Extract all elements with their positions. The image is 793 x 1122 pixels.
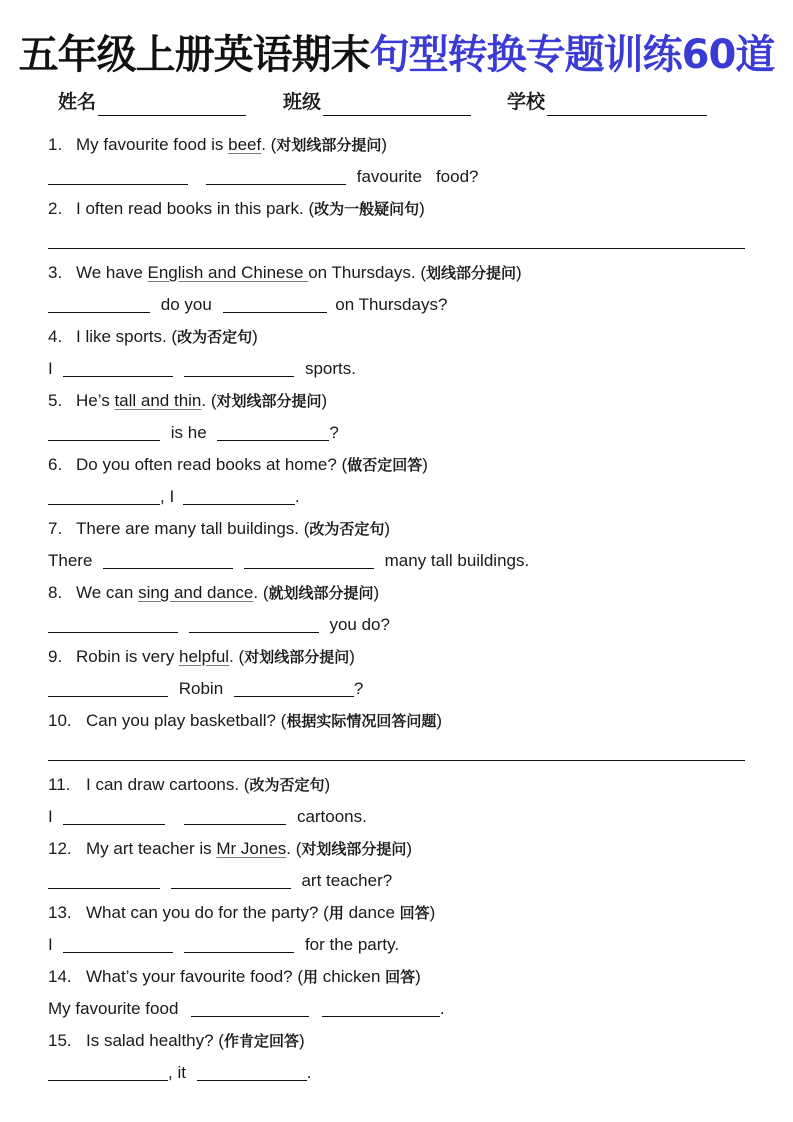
answer-blank[interactable]	[191, 999, 309, 1017]
question-4	[48, 326, 258, 348]
close-paren: )	[324, 775, 331, 794]
question-number: 12.	[48, 839, 72, 858]
answer-5	[48, 422, 339, 444]
answer-text: food?	[435, 167, 479, 186]
instruction-hint: 改为否定句	[177, 328, 253, 346]
answer-blank[interactable]	[103, 551, 233, 569]
answer-8	[48, 614, 390, 636]
answer-text: on Thursdays?	[335, 295, 448, 314]
close-paren: )	[321, 391, 328, 410]
question-number: 3.	[48, 263, 63, 282]
question-text: Is salad healthy? (	[86, 1031, 224, 1050]
answer-text: is he	[170, 423, 207, 442]
question-number: 14.	[48, 967, 72, 986]
school-input-line[interactable]	[547, 94, 707, 116]
answer-6	[48, 486, 300, 508]
question-text: We have	[76, 263, 148, 282]
answer-blank[interactable]	[48, 295, 150, 313]
answer-14	[48, 998, 445, 1020]
question-text: What’s your favourite food? (	[86, 967, 304, 986]
question-number: 15.	[48, 1031, 72, 1050]
answer-blank[interactable]	[48, 871, 160, 889]
question-8	[48, 582, 379, 604]
answer-12	[48, 870, 392, 892]
close-paren: )	[381, 135, 388, 154]
answer-blank[interactable]	[223, 295, 327, 313]
answer-text: sports.	[304, 359, 356, 378]
question-3	[48, 262, 522, 284]
question-7	[48, 518, 390, 540]
question-number: 2.	[48, 199, 63, 218]
answer-1	[48, 166, 478, 188]
answer-text: you do?	[329, 615, 390, 634]
school-label: 学校	[507, 91, 546, 113]
question-number: 8.	[48, 583, 63, 602]
underlined-text: tall and thin	[114, 391, 202, 410]
answer-blank[interactable]	[197, 1063, 307, 1081]
close-paren: )	[252, 327, 258, 346]
question-number: 1.	[48, 135, 63, 154]
question-9	[48, 646, 355, 668]
answer-11	[48, 806, 367, 828]
name-input-line[interactable]	[98, 94, 246, 116]
question-15	[48, 1030, 305, 1052]
answer-blank[interactable]	[184, 807, 286, 825]
question-text: I can draw cartoons. (	[86, 775, 250, 794]
answer-text: , I	[160, 487, 175, 506]
class-input-line[interactable]	[323, 94, 471, 116]
instruction-hint: 就划线部分提问	[268, 584, 374, 602]
question-text-post: on Thursdays. (	[308, 263, 426, 282]
answer-blank[interactable]	[217, 423, 329, 441]
question-text: What can you do for the party? (	[86, 903, 329, 922]
question-text-post: . (	[201, 391, 217, 410]
close-paren: )	[415, 967, 421, 986]
instruction-hint: 对划线部分提问	[276, 136, 382, 154]
answer-3	[48, 294, 447, 316]
question-number: 9.	[48, 647, 63, 666]
close-paren: )	[298, 1031, 305, 1050]
close-paren: )	[419, 199, 425, 218]
question-number: 5.	[48, 391, 63, 410]
answer-text: I	[48, 359, 53, 378]
instruction-hint: 改为一般疑问句	[314, 200, 420, 218]
answer-blank[interactable]	[322, 999, 440, 1017]
instruction-hint: 回答	[399, 904, 430, 922]
question-text-post: . (	[229, 647, 245, 666]
answer-blank[interactable]	[184, 935, 294, 953]
instruction-hint: 回答	[385, 968, 416, 986]
answer-text: There	[48, 551, 93, 570]
answer-blank[interactable]	[63, 359, 173, 377]
instruction-hint: 用	[303, 968, 319, 986]
answer-text: do you	[160, 295, 212, 314]
instruction-hint: 用	[328, 904, 344, 922]
answer-text: many tall buildings.	[384, 551, 530, 570]
answer-blank[interactable]	[184, 359, 294, 377]
underlined-text: Mr Jones	[216, 839, 287, 858]
question-2	[48, 198, 425, 220]
answer-blank[interactable]	[48, 1063, 168, 1081]
close-paren: )	[516, 263, 522, 282]
question-1	[48, 134, 387, 156]
underlined-text: helpful	[178, 647, 230, 666]
question-text: There are many tall buildings. (	[76, 519, 310, 538]
instruction-hint: 对划线部分提问	[216, 392, 322, 410]
answer-text: for the party.	[304, 935, 400, 954]
answer-text: .	[439, 999, 445, 1018]
answer-text: I	[48, 807, 53, 826]
answer-blank[interactable]	[48, 679, 168, 697]
answer-blank[interactable]	[171, 871, 291, 889]
answer-blank[interactable]	[48, 487, 160, 505]
answer-line-10[interactable]	[48, 760, 745, 761]
answer-blank[interactable]	[206, 167, 346, 185]
instruction-hint: 改为否定句	[249, 776, 325, 794]
question-text: Robin is very	[76, 647, 179, 666]
answer-text: , it	[168, 1063, 186, 1082]
question-11	[48, 774, 330, 796]
question-text: We can	[76, 583, 139, 602]
close-paren: )	[349, 647, 355, 666]
question-text: He’s	[76, 391, 115, 410]
question-text: My favourite food is	[76, 135, 229, 154]
question-text: My art teacher is	[86, 839, 217, 858]
answer-text: ?	[353, 679, 364, 698]
close-paren: )	[429, 903, 436, 922]
answer-4	[48, 358, 356, 380]
answer-text: cartoons.	[296, 807, 367, 826]
answer-text: .	[306, 1063, 312, 1082]
title-black-part: 五年级上册英语期末	[18, 32, 370, 78]
instruction-hint: 做否定回答	[347, 456, 423, 474]
answer-blank[interactable]	[63, 935, 173, 953]
class-label: 班级	[283, 91, 322, 113]
instruction-hint: 改为否定句	[309, 520, 385, 538]
hint-keyword: chicken	[318, 967, 386, 986]
question-10	[48, 710, 442, 732]
question-6	[48, 454, 428, 476]
answer-text: My favourite food	[48, 999, 179, 1018]
answer-blank[interactable]	[48, 423, 160, 441]
student-info-row	[0, 88, 793, 118]
question-number: 13.	[48, 903, 72, 922]
question-text-post: . (	[261, 135, 277, 154]
question-text: I often read books in this park. (	[76, 199, 315, 218]
answer-7	[48, 550, 529, 572]
answer-text: ?	[329, 423, 339, 442]
answer-text: Robin	[178, 679, 224, 698]
instruction-hint: 对划线部分提问	[301, 840, 407, 858]
close-paren: )	[422, 455, 428, 474]
answer-text: art teacher?	[301, 871, 393, 890]
question-text: Can you play basketball? (	[86, 711, 287, 730]
answer-13	[48, 934, 399, 956]
question-number: 7.	[48, 519, 63, 538]
worksheet-title	[0, 30, 793, 80]
question-number: 11.	[48, 775, 71, 794]
answer-blank[interactable]	[244, 551, 374, 569]
question-number: 4.	[48, 327, 63, 346]
question-12	[48, 838, 412, 860]
answer-blank[interactable]	[189, 615, 319, 633]
close-paren: )	[406, 839, 413, 858]
question-text-post: . (	[253, 583, 269, 602]
answer-blank[interactable]	[183, 487, 295, 505]
title-blue-part: 句型转换专题训练60道	[369, 32, 775, 78]
question-5	[48, 390, 327, 412]
answer-text: .	[294, 487, 300, 506]
answer-blank[interactable]	[48, 167, 188, 185]
question-text: I like sports. (	[76, 327, 178, 346]
answer-text: favourite	[356, 167, 422, 186]
underlined-text: sing and dance	[138, 583, 254, 602]
question-number: 6.	[48, 455, 63, 474]
school-field	[507, 88, 707, 116]
hint-keyword: dance	[343, 903, 400, 922]
answer-blank[interactable]	[48, 615, 178, 633]
class-field	[283, 88, 471, 116]
question-13	[48, 902, 435, 924]
close-paren: )	[436, 711, 443, 730]
answer-text: I	[48, 935, 53, 954]
question-text-post: . (	[286, 839, 302, 858]
question-14	[48, 966, 421, 988]
answer-line-2[interactable]	[48, 248, 745, 249]
question-number: 10.	[48, 711, 72, 730]
instruction-hint: 对划线部分提问	[244, 648, 350, 666]
name-field	[58, 88, 246, 116]
name-label: 姓名	[58, 91, 97, 113]
close-paren: )	[384, 519, 391, 538]
answer-blank[interactable]	[234, 679, 354, 697]
answer-15	[48, 1062, 311, 1084]
underlined-text: English and Chinese	[147, 263, 309, 282]
instruction-hint: 作肯定回答	[223, 1032, 299, 1050]
instruction-hint: 根据实际情况回答问题	[286, 712, 437, 730]
question-text: Do you often read books at home? (	[76, 455, 348, 474]
answer-blank[interactable]	[63, 807, 165, 825]
close-paren: )	[373, 583, 380, 602]
answer-9	[48, 678, 363, 700]
instruction-hint: 划线部分提问	[425, 264, 516, 282]
underlined-text: beef	[228, 135, 262, 154]
